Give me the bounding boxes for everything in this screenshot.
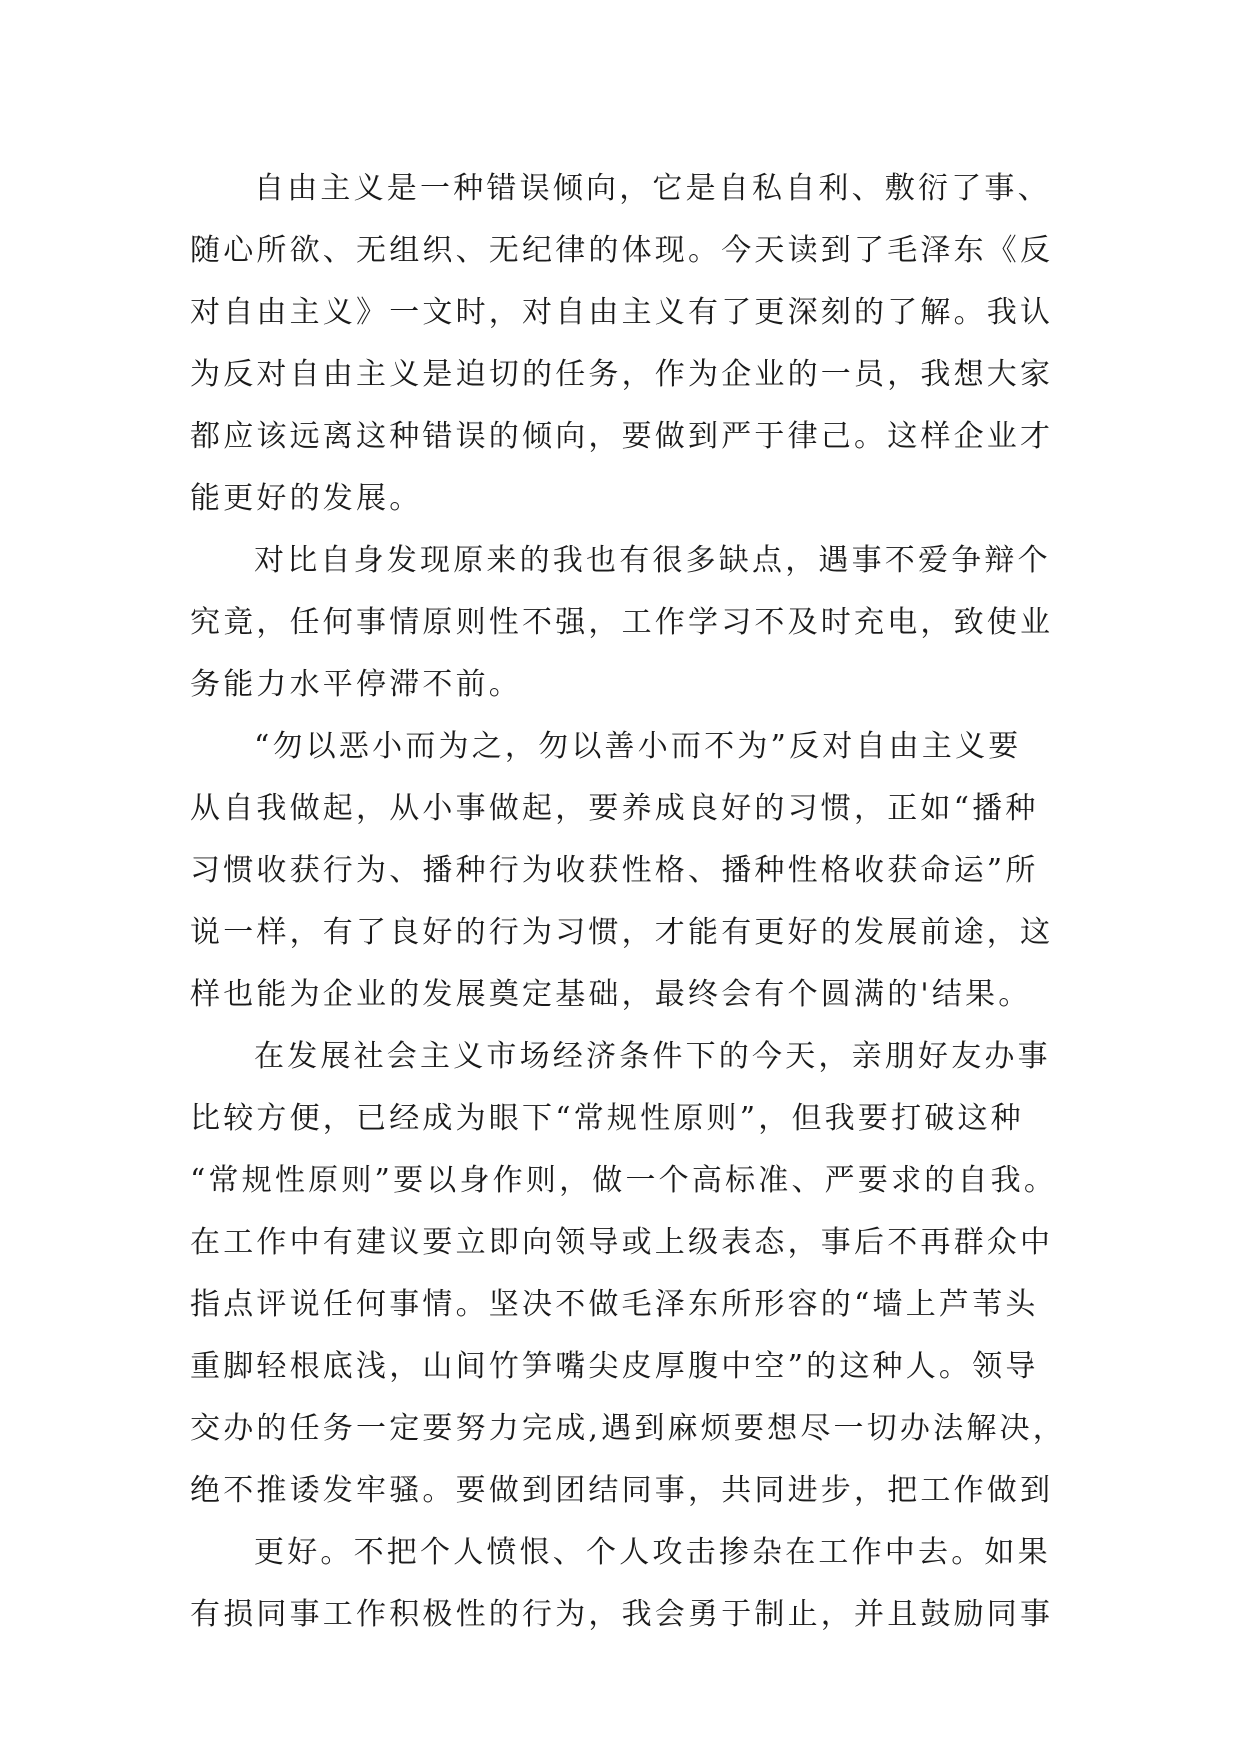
text-line: 说一样，有了良好的行为习惯，才能有更好的发展前途，这	[190, 915, 1054, 950]
body-text	[190, 158, 1070, 1646]
text-line: 在工作中有建议要立即向领导或上级表态，事后不再群众中	[190, 1225, 1054, 1260]
text-line: 究竟，任何事情原则性不强，工作学习不及时充电，致使业	[190, 605, 1054, 640]
text-line: 在发展社会主义市场经济条件下的今天，亲朋好友办事	[254, 1039, 1051, 1074]
text-line: 更好。不把个人愤恨、个人攻击掺杂在工作中去。如果	[254, 1535, 1051, 1570]
text-line: 随心所欲、无组织、无纪律的体现。今天读到了毛泽东《反	[190, 233, 1054, 268]
text-line: 比较方便，已经成为眼下“常规性原则”，但我要打破这种	[190, 1101, 1024, 1136]
text-line: 自由主义是一种错误倾向，它是自私自利、敷衍了事、	[254, 171, 1051, 206]
text-line: 交办的任务一定要努力完成,遇到麻烦要想尽一切办法解决，	[190, 1411, 1066, 1446]
text-line: 对自由主义》一文时，对自由主义有了更深刻的了解。我认	[190, 295, 1054, 330]
text-line: “常规性原则”要以身作则，做一个高标准、严要求的自我。	[190, 1163, 1058, 1198]
text-line: 务能力水平停滞不前。	[190, 667, 522, 702]
text-line: 能更好的发展。	[190, 481, 423, 516]
text-line: “勿以恶小而为之，勿以善小而不为”反对自由主义要	[254, 729, 1022, 764]
text-line: 从自我做起，从小事做起，要养成良好的习惯，正如“播种	[190, 791, 1039, 826]
text-line: 绝不推诿发牢骚。要做到团结同事，共同进步，把工作做到	[190, 1473, 1054, 1508]
text-line: 有损同事工作积极性的行为，我会勇于制止，并且鼓励同事	[190, 1597, 1054, 1632]
text-line: 样也能为企业的发展奠定基础，最终会有个圆满的'结果。	[190, 977, 1032, 1012]
text-line: 指点评说任何事情。坚决不做毛泽东所形容的“墙上芦苇头	[190, 1287, 1039, 1322]
text-line: 习惯收获行为、播种行为收获性格、播种性格收获命运”所	[190, 853, 1039, 888]
text-line: 都应该远离这种错误的倾向，要做到严于律己。这样企业才	[190, 419, 1054, 454]
text-line: 为反对自由主义是迫切的任务，作为企业的一员，我想大家	[190, 357, 1054, 392]
text-line: 对比自身发现原来的我也有很多缺点，遇事不爱争辩个	[254, 543, 1051, 578]
text-line: 重脚轻根底浅，山间竹笋嘴尖皮厚腹中空”的这种人。领导	[190, 1349, 1039, 1384]
